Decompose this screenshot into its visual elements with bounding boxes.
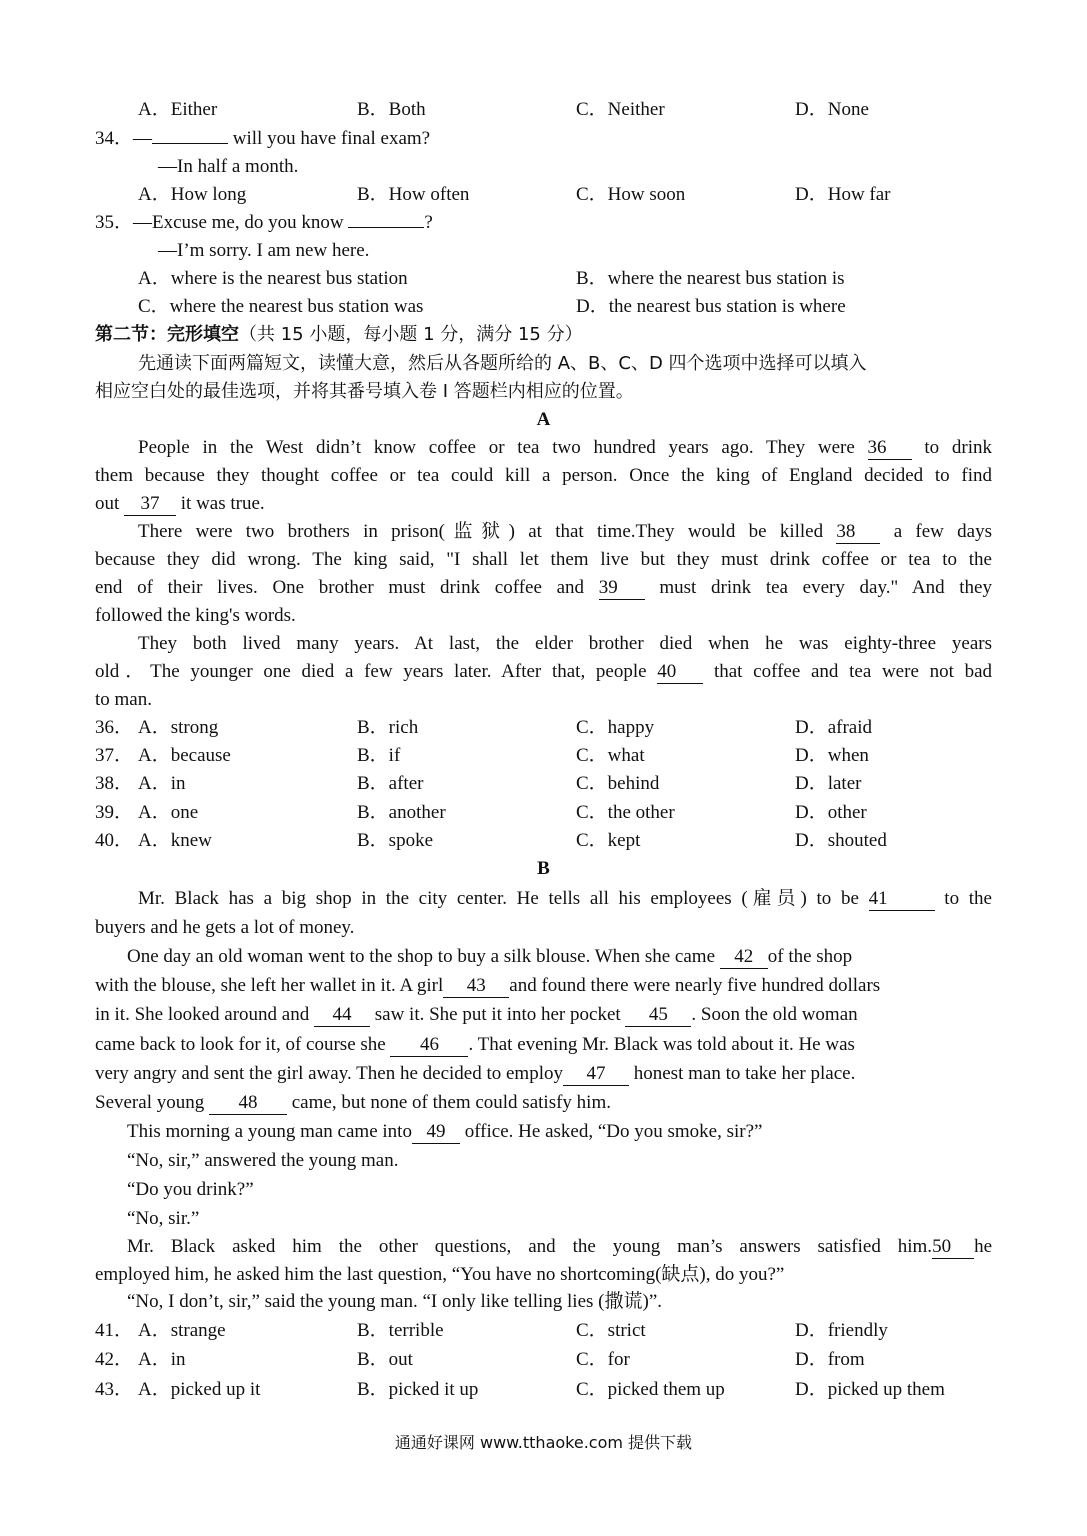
q34-blank	[152, 143, 228, 144]
option: C．behind	[576, 773, 660, 794]
option: C．kept	[576, 830, 641, 851]
passage-b-line-5	[95, 1001, 992, 1029]
passage-text: This morning a young man came into	[127, 1121, 412, 1142]
blank-41: 41	[869, 888, 935, 911]
passage-text: out	[95, 493, 125, 514]
option: B．picked it up	[357, 1379, 479, 1400]
passage-text: saw it. She put it into her pocket	[370, 1004, 626, 1025]
option: B．another	[357, 802, 446, 823]
section-heading	[95, 321, 992, 349]
passage-a-line-2: them because they thought coffee or tea could kill a person. Once the king of England decided to find	[95, 465, 992, 486]
q33-option-c: C．Neither	[576, 99, 665, 120]
passage-text: to drink	[911, 437, 992, 458]
passage-a-line-7: followed the king's words.	[95, 605, 296, 626]
option: D．friendly	[795, 1320, 888, 1341]
passage-a-line-6	[95, 574, 992, 602]
option: D．afraid	[795, 717, 873, 738]
passage-b-line-4	[95, 972, 992, 1000]
q33-option-b: B．Both	[357, 99, 426, 120]
option: D．other	[795, 802, 867, 823]
q35-end: ?	[424, 212, 433, 233]
option: B．after	[357, 773, 424, 794]
q35-option-c: C．where the nearest bus station was	[138, 296, 424, 317]
q34-option-a: A．How long	[138, 184, 247, 205]
q34-option-d: D．How far	[795, 184, 891, 205]
passage-b-line-6	[95, 1031, 992, 1059]
option: A．strange	[138, 1320, 226, 1341]
blank-49: 49	[412, 1121, 460, 1144]
q35-option-a: A．where is the nearest bus station	[138, 268, 408, 289]
question-number: 40．	[95, 830, 134, 851]
passage-text: end of their lives. One brother must drink coffee and	[95, 577, 599, 598]
q35-option-d: D．the nearest bus station is where	[576, 296, 846, 317]
passage-b-line-2: buyers and he gets a lot of money.	[95, 917, 355, 938]
section-title-note: （共 15 小题，每小题 1 分，满分 15 分）	[239, 324, 583, 345]
q33-option-d: D．None	[795, 99, 869, 120]
q35-number: 35．	[95, 212, 134, 233]
option: A．knew	[138, 830, 212, 851]
option: C．picked them up	[576, 1379, 725, 1400]
passage-b-line-1	[95, 885, 992, 913]
passage-text: he	[974, 1236, 992, 1257]
passage-b-line-3	[95, 943, 992, 971]
passage-text: . That evening Mr. Black was told about it. He was	[468, 1034, 855, 1055]
q34-option-c: C．How soon	[576, 184, 686, 205]
passage-b-heading: B	[537, 858, 550, 879]
option: C．the other	[576, 802, 675, 823]
blank-44: 44	[314, 1004, 370, 1027]
option: C．strict	[576, 1320, 646, 1341]
question-number: 42．	[95, 1349, 134, 1370]
passage-text: . Soon the old woman	[691, 1004, 858, 1025]
passage-a-line-1	[95, 434, 992, 462]
option: B．if	[357, 745, 401, 766]
passage-text: came, but none of them could satisfy him.	[286, 1092, 611, 1113]
passage-text: came back to look for it, of course she	[95, 1034, 391, 1055]
passage-b-line-13	[95, 1233, 992, 1261]
passage-text: must drink tea every day." And they	[644, 577, 992, 598]
q35-answer: —I’m sorry. I am new here.	[158, 240, 370, 261]
passage-text: Several young	[95, 1092, 209, 1113]
option: C．happy	[576, 717, 655, 738]
blank-38: 38	[836, 521, 880, 544]
option: A．in	[138, 1349, 186, 1370]
passage-text: of the shop	[767, 946, 853, 967]
blank-48: 48	[209, 1092, 287, 1115]
q34-dash: —	[133, 128, 153, 149]
passage-text: old．The younger one died a few years later. After that, people	[95, 661, 658, 682]
passage-a-line-10: to man.	[95, 689, 152, 710]
option: B．rich	[357, 717, 419, 738]
option: C．for	[576, 1349, 630, 1370]
passage-text: Mr. Black has a big shop in the city center. He tells all his employees (雇员) to be	[138, 888, 869, 909]
passage-text: very angry and sent the girl away. Then he decided to employ	[95, 1063, 563, 1084]
blank-40: 40	[657, 661, 703, 684]
q34-number: 34．	[95, 128, 134, 149]
passage-a-heading: A	[536, 409, 551, 430]
option: A．strong	[138, 717, 219, 738]
passage-b-line-12: “No, sir.”	[127, 1208, 200, 1229]
blank-42: 42	[720, 946, 768, 969]
option: C．what	[576, 745, 645, 766]
blank-39: 39	[599, 577, 645, 600]
passage-text: People in the West didn’t know coffee or tea two hundred years ago. They were	[138, 437, 868, 458]
question-number: 38．	[95, 773, 134, 794]
passage-text: Mr. Black asked him the other questions, and the young man’s answers satisfied him.	[127, 1236, 933, 1257]
passage-text: and found there were nearly five hundred dollars	[509, 975, 881, 996]
passage-b-line-14: employed him, he asked him the last question, “You have no shortcoming(缺点), do you?”	[95, 1264, 785, 1285]
option: A．because	[138, 745, 231, 766]
passage-text: a few days	[880, 521, 993, 542]
q33-option-a: A．Either	[138, 99, 218, 120]
q34-question	[95, 125, 992, 153]
q34-text: will you have final exam?	[228, 128, 431, 149]
option: A．picked up it	[138, 1379, 261, 1400]
passage-text: it was true.	[176, 493, 265, 514]
passage-a-line-4	[95, 518, 992, 546]
blank-36: 36	[868, 437, 912, 460]
q35-option-b: B．where the nearest bus station is	[576, 268, 845, 289]
q34-answer: —In half a month.	[158, 156, 299, 177]
blank-46: 46	[390, 1034, 468, 1057]
passage-text: One day an old woman went to the shop to buy a silk blouse. When she came	[127, 946, 720, 967]
passage-b-line-15: “No, I don’t, sir,” said the young man. “I only like telling lies (撒谎)”.	[127, 1291, 662, 1312]
passage-a-line-8: They both lived many years. At last, the elder brother died when he was eighty-three years	[138, 633, 992, 654]
option: B．terrible	[357, 1320, 444, 1341]
blank-43: 43	[443, 975, 509, 998]
passage-text: in it. She looked around and	[95, 1004, 314, 1025]
option: B．out	[357, 1349, 413, 1370]
passage-a-line-9	[95, 658, 992, 686]
passage-b-line-10: “No, sir,” answered the young man.	[127, 1150, 399, 1171]
option: D．from	[795, 1349, 865, 1370]
passage-b-line-8	[95, 1089, 992, 1117]
passage-text: honest man to take her place.	[629, 1063, 856, 1084]
q35-blank	[348, 227, 424, 228]
option: A．in	[138, 773, 186, 794]
section-instruction-1: 先通读下面两篇短文，读懂大意，然后从各题所给的 A、B、C、D 四个选项中选择可以填入	[138, 353, 867, 374]
option: B．spoke	[357, 830, 434, 851]
passage-text: that coffee and tea were not bad	[703, 661, 992, 682]
option: A．one	[138, 802, 199, 823]
passage-text: There were two brothers in prison(监狱) at that time.They would be killed	[138, 521, 837, 542]
question-number: 39．	[95, 802, 134, 823]
question-number: 41．	[95, 1320, 134, 1341]
page-footer: 通通好课网 www.tthaoke.com 提供下载	[394, 1433, 693, 1452]
option: D．shouted	[795, 830, 887, 851]
passage-text: to the	[934, 888, 992, 909]
section-title: 第二节：完形填空	[95, 324, 239, 345]
question-number: 37．	[95, 745, 134, 766]
section-instruction-2: 相应空白处的最佳选项，并将其番号填入卷 I 答题栏内相应的位置。	[95, 381, 634, 402]
passage-text: office. He asked, “Do you smoke, sir?”	[459, 1121, 763, 1142]
passage-a-line-3	[95, 490, 992, 518]
option: D．picked up them	[795, 1379, 945, 1400]
passage-b-line-9	[95, 1118, 992, 1146]
question-number: 36．	[95, 717, 134, 738]
q35-text: —Excuse me, do you know	[133, 212, 349, 233]
blank-47: 47	[563, 1063, 629, 1086]
blank-37: 37	[124, 493, 176, 516]
option: D．when	[795, 745, 869, 766]
passage-text: with the blouse, she left her wallet in it. A girl	[95, 975, 444, 996]
blank-50: 50	[932, 1236, 974, 1259]
question-number: 43．	[95, 1379, 134, 1400]
q34-option-b: B．How often	[357, 184, 470, 205]
q35-question	[95, 209, 992, 237]
passage-b-line-7	[95, 1060, 992, 1088]
option: D．later	[795, 773, 862, 794]
passage-a-line-5: because they did wrong. The king said, "I shall let them live but they must drink coffee or tea to the	[95, 549, 992, 570]
blank-45: 45	[625, 1004, 691, 1027]
passage-b-line-11: “Do you drink?”	[127, 1179, 254, 1200]
